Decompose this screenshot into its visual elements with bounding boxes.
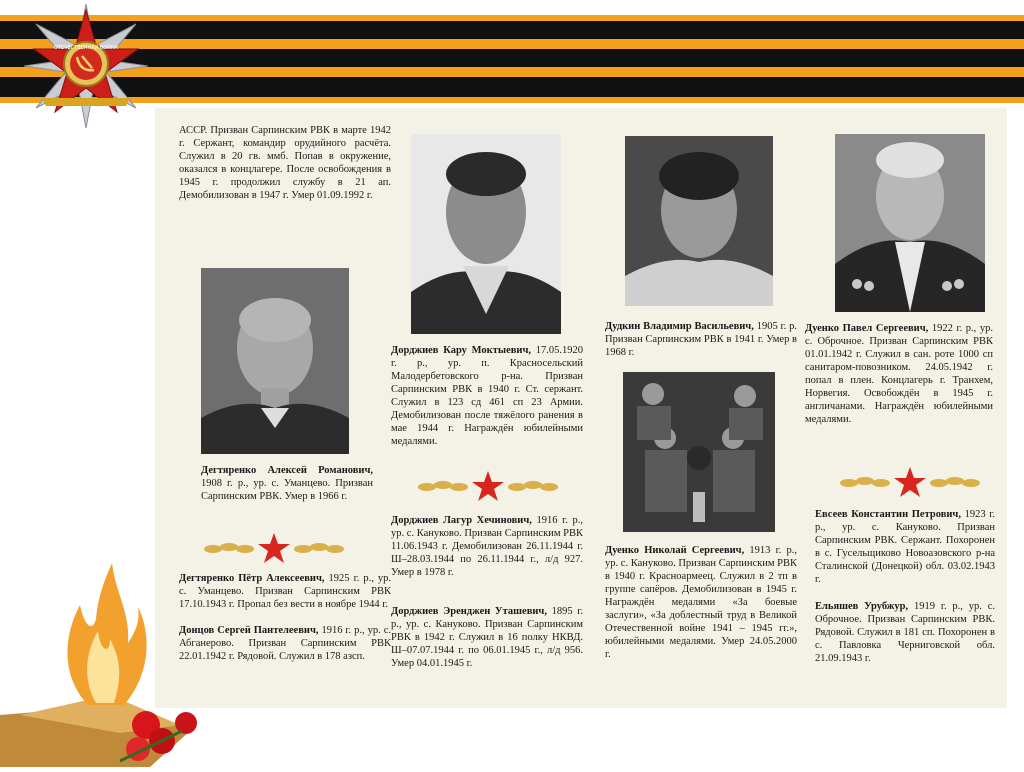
bio-dordzhiev-karu bbox=[391, 344, 583, 448]
person-name: Дуенко Николай Сергеевич, bbox=[605, 545, 745, 556]
person-name: Донцов Сергей Пантелеевич, bbox=[179, 625, 319, 636]
person-name: Дуенко Павел Сергеевич, bbox=[805, 323, 929, 334]
person-name: Дудкин Владимир Васильевич, bbox=[605, 321, 754, 332]
person-bio: 1908 г. р., ур. с. Уманцево. Призван Сарпинским РВК. Умер в 1966 г. bbox=[201, 478, 373, 502]
order-of-patriotic-war-icon bbox=[22, 2, 150, 130]
person-name: Дорджиев Кару Моктыевич, bbox=[391, 345, 532, 356]
person-name: Дорджиев Лагур Хечинович, bbox=[391, 515, 532, 526]
person-bio: 1913 г. р., ур. с. Кануково. Призван Сарпинским РВК в 1940 г. Красноармеец. Служил в 2 тп в группе сапёров. Демобилизован в 1945 г. Награждён медалями «За боевые заслуги», «За доблестный труд в Великой Отечественной войне 1941 – 1945 гг.», юбилейными медалями. Умер 24.05.2000 г. bbox=[605, 545, 797, 660]
portrait-duenko-pavel bbox=[835, 134, 985, 312]
st-george-ribbon bbox=[0, 15, 1024, 105]
portrait-degtyarenko-alexey bbox=[201, 268, 349, 454]
bio-duenko-nikolay bbox=[605, 544, 797, 661]
person-bio: 1905 г. р. Призван Сарпинским РВК в 1941 г. Умер в 1968 г. bbox=[605, 321, 797, 358]
person-bio: 1919 г. р., ур. с. Оброчное. Призван Сарпинским РВК. Рядовой. Служил в 181 сп. Похоронен в с. Павловка Черниговской обл. 21.09.1943 г. bbox=[815, 601, 995, 664]
bio-elyashev-urubzhur bbox=[815, 600, 995, 665]
portrait-dordzhiev-karu bbox=[411, 134, 561, 334]
bio-degtyarenko-alexey bbox=[201, 464, 373, 503]
person-name: Дегтяренко Алексей Романович, bbox=[201, 465, 373, 476]
person-bio: 1916 г. р., ур. с. Кануково. Призван Сарпинским РВК 11.06.1943 г. Демобилизован 26.11.1944 г. Ш–28.03.1944 по 26.11.1944 г., л/д 927. Умер в 1978 г. bbox=[391, 515, 584, 578]
person-bio: 1916 г. р., ур. с. Абганерово. Призван Сарпинским РВК 22.01.1942 г. Рядовой. Служил в 178 азсп. bbox=[179, 625, 391, 662]
person-bio: 17.05.1920 г. р., ур. п. Красносельский Малодербетовского р-на. Призван Сарпинским РВК в 1940 г. Ст. сержант. Служил в 123 сд 461 сп 23 Армии. Демобилизован после тяжёлого ранения в мае 1944 г. Награждён юбилейными медалями. bbox=[391, 345, 584, 447]
bio-dordzhiev-erendzhen bbox=[391, 605, 583, 670]
eternal-flame-icon bbox=[0, 555, 230, 767]
portrait-dudkin-vladimir bbox=[625, 136, 773, 306]
person-bio: 1922 г. р., ур. с. Оброчное. Призван Сарпинским РВК 01.01.1942 г. Служил в сан. роте 1000 сп санитаром-повозником. 24.05.1942 г. попал в плен. Концлагерь г. Транхем, Норвегия. Освобождён в 1945 г. англичанами. Награждён юбилейными медалями. bbox=[805, 323, 994, 425]
person-name: Дегтяренко Пётр Алексеевич, bbox=[179, 573, 325, 584]
star-laurel-ornament bbox=[835, 466, 985, 500]
person-bio: 1895 г. р., ур. с. Кануково. Призван Сарпинским РВК в 1942 г. Служил в 16 полку НКВД. Ш–07.07.1944 г. по 06.01.1945 г., л/д 956. Умер 04.01.1945 г. bbox=[391, 606, 583, 669]
column-1-top-text bbox=[179, 124, 391, 202]
person-bio: 1923 г. р., ур. с. Кануково. Призван Сарпинским РВК. Сержант. Похоронен в с. Гусельщиково Новоазовского р-на Сталинской (Донецкой) обл. 03.02.1943 г. bbox=[815, 509, 995, 585]
bio-dudkin-vladimir bbox=[605, 320, 797, 359]
bio-dordzhiev-lagur bbox=[391, 514, 583, 579]
person-name: Ельяшев Урубжур, bbox=[815, 601, 909, 612]
order-inscription: ОТЕЧЕСТВЕННАЯ ВОЙНА bbox=[53, 45, 119, 51]
person-name: Дорджиев Эренджен Уташевич, bbox=[391, 606, 547, 617]
star-laurel-ornament bbox=[413, 470, 563, 504]
bio-evseev-konstantin bbox=[815, 508, 995, 586]
group-photo-soldiers bbox=[623, 372, 775, 532]
person-name: Евсеев Константин Петрович, bbox=[815, 509, 961, 520]
bio-duenko-pavel bbox=[805, 322, 993, 426]
person-bio: 1925 г. р., ур. с. Уманцево. Призван Сарпинским РВК 17.10.1943 г. Пропал без вести в ноябре 1944 г. bbox=[179, 573, 392, 610]
bio-continuation: АССР. Призван Сарпинским РВК в марте 1942 г. Сержант, командир орудийного расчёта. Служил в 20 гв. ммб. Попав в окружение, оказался в концлагере. После освобождения в 1945 г. продолжил службу в 21 ап. Демобилизован в 1947 г. Умер 01.09.1992 г. bbox=[179, 125, 391, 201]
memorial-page bbox=[155, 108, 1007, 708]
